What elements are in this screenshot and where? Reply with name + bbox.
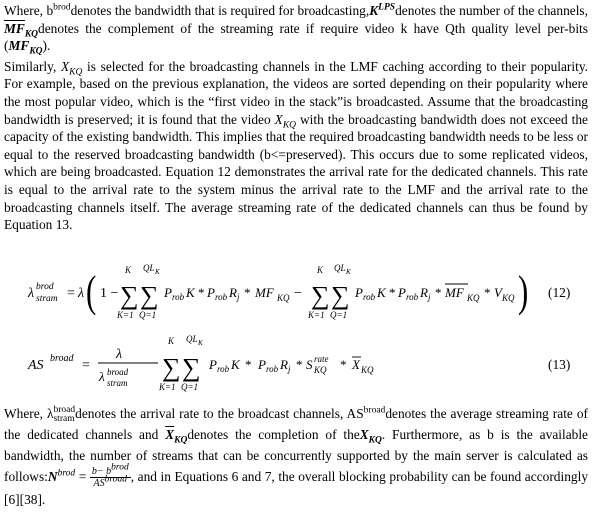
svg-text:KQ: KQ bbox=[361, 365, 374, 375]
svg-text:rob: rob bbox=[406, 292, 419, 302]
svg-text:*: * bbox=[435, 285, 442, 300]
svg-text:rob: rob bbox=[215, 292, 228, 302]
svg-text:KQ: KQ bbox=[502, 293, 515, 303]
svg-text:*: * bbox=[245, 357, 252, 372]
svg-text:λ: λ bbox=[99, 369, 105, 384]
svg-text:λ: λ bbox=[28, 286, 35, 301]
svg-text:R: R bbox=[229, 285, 237, 300]
svg-text:=: = bbox=[67, 286, 75, 301]
paper-page bbox=[4, 2, 588, 234]
svg-text:−: − bbox=[294, 286, 302, 301]
svg-text:1 −: 1 − bbox=[100, 286, 119, 301]
svg-text:(: ( bbox=[85, 267, 97, 317]
paragraph-1: Where, $b^{brod}denotes$ the bandwidth that is required for $broadcasting,K^{LPS}denotes$ the number of the channels, $\overline{MF}_{KQ}denotes$ the complement of the streaming rate if require video k have Qth quality level per-bits $(MF_{KQ})$. bbox=[4, 2, 588, 57]
svg-text:KQ: KQ bbox=[314, 365, 327, 375]
svg-text:K=1: K=1 bbox=[159, 382, 176, 392]
svg-text:K=1: K=1 bbox=[117, 310, 134, 320]
svg-text:): ) bbox=[518, 267, 529, 317]
svg-text:K: K bbox=[186, 285, 195, 300]
svg-text:(13): (13) bbox=[548, 357, 571, 372]
svg-text:λ: λ bbox=[116, 347, 123, 362]
svg-text:(12): (12) bbox=[548, 285, 571, 300]
equation-13 bbox=[0, 332, 584, 398]
svg-text:rate: rate bbox=[314, 354, 329, 364]
svg-text:*: * bbox=[340, 357, 347, 372]
svg-text:MF: MF bbox=[445, 285, 464, 300]
svg-text:K: K bbox=[155, 268, 160, 276]
svg-text:∑: ∑ bbox=[331, 281, 350, 310]
svg-text:j: j bbox=[237, 292, 240, 302]
svg-text:K: K bbox=[198, 339, 203, 347]
equation-12 bbox=[0, 258, 584, 328]
svg-text:R: R bbox=[420, 285, 428, 300]
svg-text:∑: ∑ bbox=[140, 281, 159, 310]
svg-text:P: P bbox=[164, 285, 172, 300]
svg-text:=: = bbox=[82, 358, 90, 373]
svg-text:P: P bbox=[355, 285, 363, 300]
svg-text:Q=1: Q=1 bbox=[139, 310, 157, 320]
svg-text:QL: QL bbox=[334, 263, 346, 273]
svg-text:*: * bbox=[296, 357, 303, 372]
svg-text:rob: rob bbox=[217, 364, 230, 374]
svg-text:QL: QL bbox=[186, 334, 198, 344]
svg-text:KQ: KQ bbox=[277, 293, 290, 303]
svg-text:*: * bbox=[244, 285, 251, 300]
svg-text:Q=1: Q=1 bbox=[330, 310, 348, 320]
paragraph-3: Where, λ broad stram denotes the arrival rate to the broadcast channels, $AS^{broad}denotes$ the average streaming rate of the dedicated channels and $\overline{X}_{KQ}denotes$ the completion of theX$_{KQ}$. Furthermore, as b is the available bandwidth, the number of streams that can be concurrently supported by the main server is calculated as $follows:N^{brod}$ = $b- b^{brod}$ $AS^{broad}$ , and in Equations 6 and 7, the overall blocking probability can be found accordingly [6][38]. bbox=[4, 404, 589, 508]
svg-text:V: V bbox=[494, 285, 502, 300]
svg-text:rob: rob bbox=[363, 292, 376, 302]
svg-text:*: * bbox=[484, 285, 491, 300]
svg-text:j: j bbox=[288, 364, 291, 374]
svg-text:stram: stram bbox=[36, 294, 58, 304]
svg-text:broad: broad bbox=[107, 367, 129, 377]
svg-text:λ: λ bbox=[78, 286, 85, 301]
svg-text:∑: ∑ bbox=[162, 353, 181, 382]
svg-text:K: K bbox=[346, 268, 351, 276]
svg-text:stram: stram bbox=[107, 378, 128, 388]
svg-text:AS: AS bbox=[28, 358, 44, 373]
svg-text:S: S bbox=[306, 357, 313, 372]
svg-text:rob: rob bbox=[266, 364, 279, 374]
svg-text:R: R bbox=[280, 357, 288, 372]
svg-text:X: X bbox=[352, 357, 360, 372]
svg-text:QL: QL bbox=[143, 263, 155, 273]
svg-text:Q=1: Q=1 bbox=[181, 382, 199, 392]
svg-text:∑: ∑ bbox=[120, 281, 139, 310]
paragraph-2: Similarly, $X_{KQ}$ is selected for the broadcasting channels in the LMF caching according to their popularity. For example, based on the previous explanation, the videos are sorted depending on their popularity where the most popular video, which is the “first video in the stack”is broadcasted. Assume that the broadcasting bandwidth is preserved; it is found that the video $X_{KQ}$ with the broadcasting bandwidth does not exceed the capacity of the existing bandwidth. This implies that the required broadcasting bandwidth needs to be less or equal to the reserved broadcasting bandwidth (b<=preserved). This occurs due to some replicated videos, which are being broadcasted. Equation 12 demonstrates the arrival rate for the dedicated channels. This rate is equal to the arrival rate to the system minus the arrival rate to the LMF and the arrival rate to the broadcasting channels itself. The average streaming rate of the dedicated channels can thus be found by Equation 13. bbox=[4, 58, 588, 233]
svg-text:K: K bbox=[125, 265, 132, 275]
svg-text:rob: rob bbox=[172, 292, 185, 302]
paragraph-3-wrap bbox=[4, 403, 588, 510]
svg-text:K: K bbox=[168, 336, 175, 346]
svg-text:*: * bbox=[389, 285, 396, 300]
svg-text:∑: ∑ bbox=[182, 353, 201, 382]
svg-text:P: P bbox=[258, 357, 266, 372]
svg-text:K: K bbox=[377, 285, 386, 300]
svg-text:P: P bbox=[207, 285, 215, 300]
svg-text:brod: brod bbox=[36, 282, 54, 292]
svg-text:∑: ∑ bbox=[311, 281, 330, 310]
svg-text:K: K bbox=[317, 265, 324, 275]
svg-text:j: j bbox=[428, 292, 431, 302]
svg-text:P: P bbox=[398, 285, 406, 300]
svg-text:KQ: KQ bbox=[467, 293, 480, 303]
svg-text:*: * bbox=[198, 285, 205, 300]
svg-text:K: K bbox=[231, 357, 240, 372]
svg-text:MF: MF bbox=[255, 285, 274, 300]
svg-text:K=1: K=1 bbox=[308, 310, 325, 320]
svg-text:P: P bbox=[209, 357, 217, 372]
svg-text:broad: broad bbox=[50, 353, 74, 364]
